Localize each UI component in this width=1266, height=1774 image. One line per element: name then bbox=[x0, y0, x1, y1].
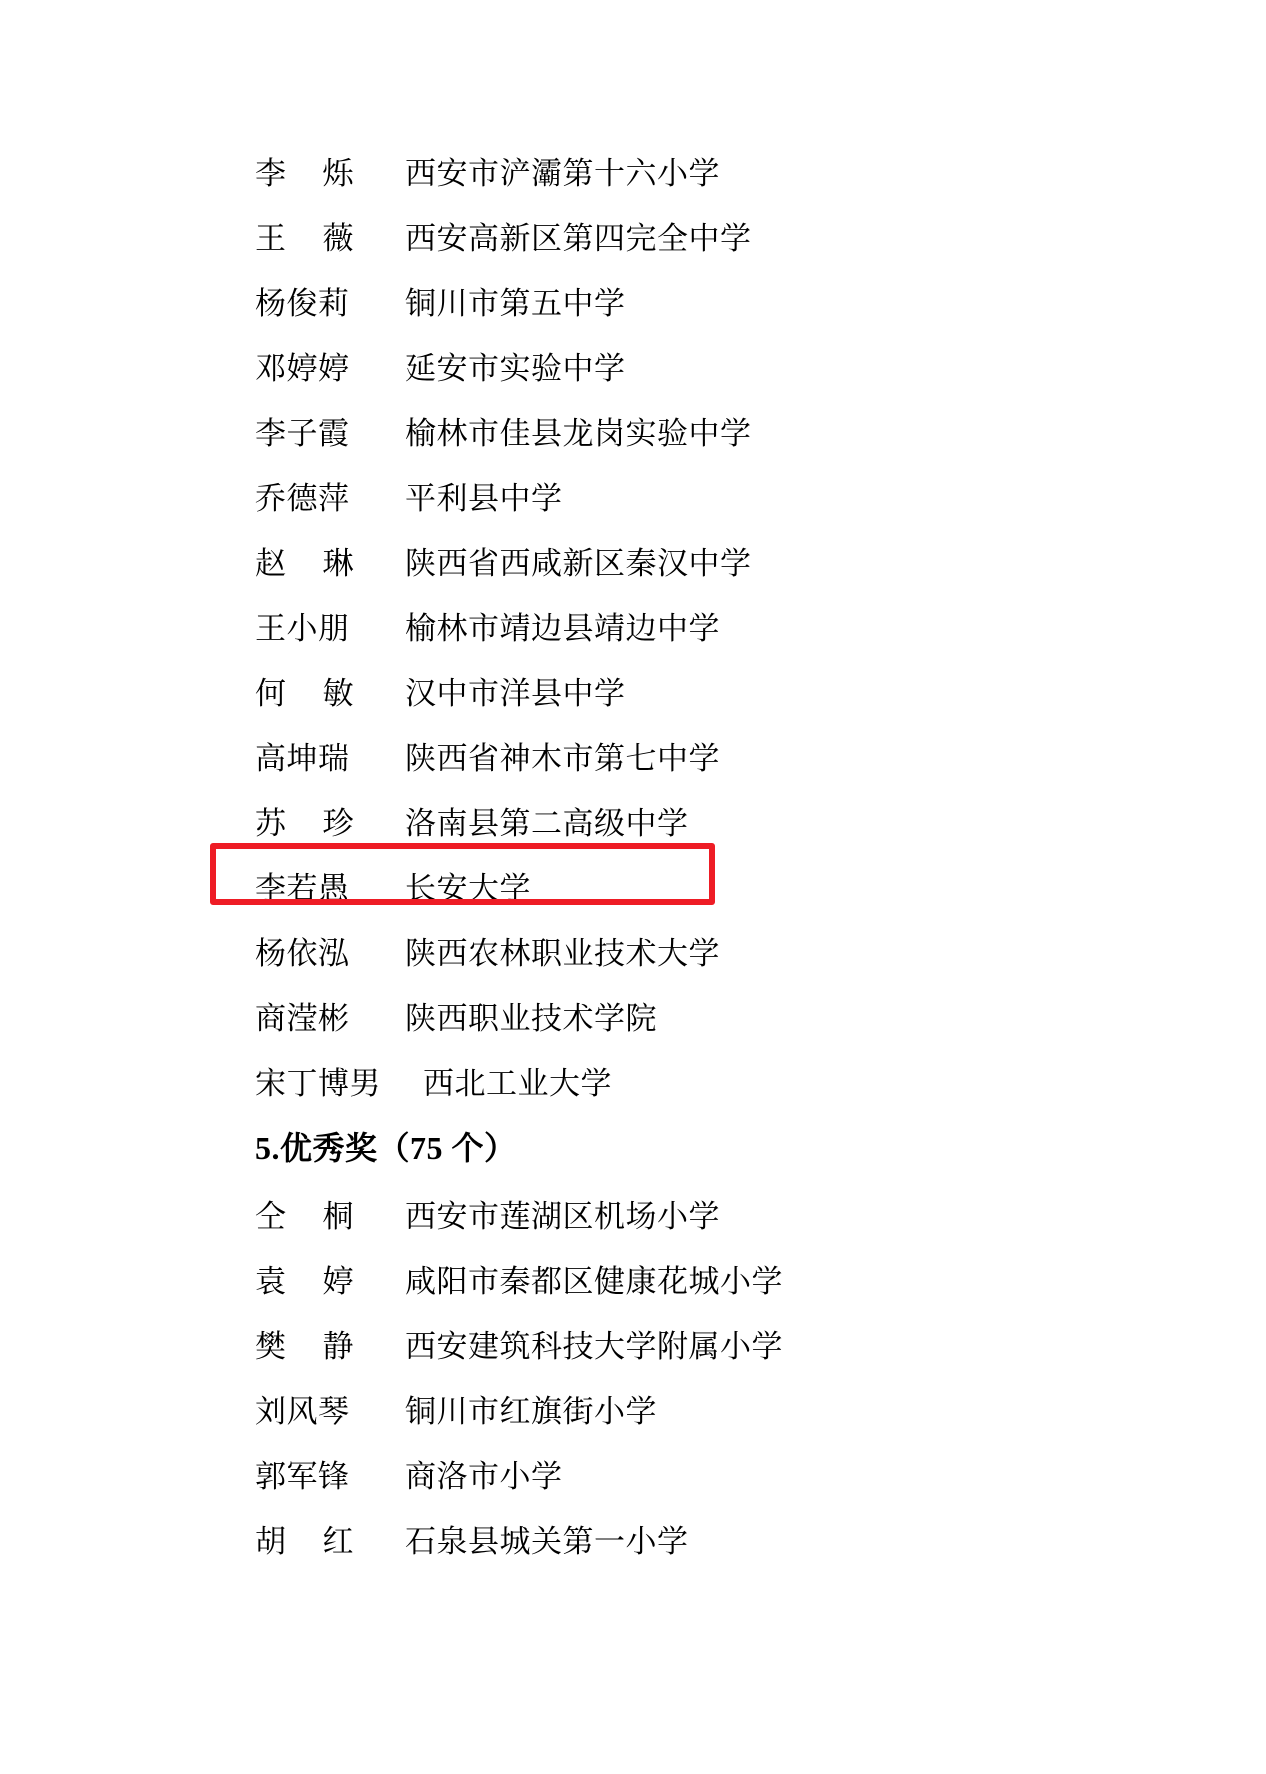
list-item bbox=[255, 1256, 1075, 1321]
person-name: 何 敏 bbox=[255, 676, 354, 711]
organization-name: 榆林市靖边县靖边中学 bbox=[405, 611, 720, 646]
organization-name: 长安大学 bbox=[405, 871, 531, 906]
person-name: 赵 琳 bbox=[255, 546, 354, 581]
list-item bbox=[255, 343, 1075, 408]
list-item-highlighted bbox=[255, 928, 1075, 993]
organization-name: 汉中市洋县中学 bbox=[405, 676, 626, 711]
list-item bbox=[255, 1191, 1075, 1256]
organization-name: 铜川市红旗街小学 bbox=[405, 1394, 657, 1429]
list-item bbox=[255, 993, 1075, 1058]
person-name: 李子霞 bbox=[255, 416, 350, 451]
list-item bbox=[255, 863, 1075, 928]
person-name: 杨俊莉 bbox=[255, 286, 350, 321]
person-name: 王小朋 bbox=[255, 611, 350, 646]
person-name: 杨依泓 bbox=[255, 936, 350, 971]
organization-name: 咸阳市秦都区健康花城小学 bbox=[405, 1264, 783, 1299]
organization-name: 陕西职业技术学院 bbox=[405, 1001, 657, 1036]
person-name: 胡 红 bbox=[255, 1524, 354, 1559]
list-item bbox=[255, 1386, 1075, 1451]
list-item bbox=[255, 1451, 1075, 1516]
list-item bbox=[255, 798, 1075, 863]
list-item bbox=[255, 1058, 1075, 1123]
list-item bbox=[255, 148, 1075, 213]
organization-name: 铜川市第五中学 bbox=[405, 286, 626, 321]
list-item bbox=[255, 213, 1075, 278]
organization-name: 商洛市小学 bbox=[405, 1459, 563, 1494]
person-name: 乔德萍 bbox=[255, 481, 350, 516]
list-item bbox=[255, 603, 1075, 668]
organization-name: 陕西省西咸新区秦汉中学 bbox=[405, 546, 752, 581]
list-item bbox=[255, 1516, 1075, 1581]
organization-name: 陕西省神木市第七中学 bbox=[405, 741, 720, 776]
person-name: 邓婷婷 bbox=[255, 351, 350, 386]
list-item bbox=[255, 733, 1075, 798]
section-number: 5. bbox=[255, 1130, 280, 1166]
list-item bbox=[255, 408, 1075, 473]
organization-name: 西北工业大学 bbox=[423, 1066, 612, 1101]
person-name: 李若愚 bbox=[255, 871, 350, 906]
list-item bbox=[255, 538, 1075, 603]
person-name: 郭军锋 bbox=[255, 1459, 350, 1494]
list-item bbox=[255, 278, 1075, 343]
person-name: 袁 婷 bbox=[255, 1264, 354, 1299]
organization-name: 西安建筑科技大学附属小学 bbox=[405, 1329, 783, 1364]
list-item bbox=[255, 1321, 1075, 1386]
organization-name: 平利县中学 bbox=[405, 481, 563, 516]
organization-name: 石泉县城关第一小学 bbox=[405, 1524, 689, 1559]
organization-name: 榆林市佳县龙岗实验中学 bbox=[405, 416, 752, 451]
organization-name: 陕西农林职业技术大学 bbox=[405, 936, 720, 971]
person-name: 李 烁 bbox=[255, 156, 354, 191]
award-name-list bbox=[255, 148, 1075, 1581]
section-title: 优秀奖 bbox=[280, 1130, 378, 1166]
organization-name: 西安市浐灞第十六小学 bbox=[405, 156, 720, 191]
person-name: 高坤瑞 bbox=[255, 741, 350, 776]
organization-name: 西安市莲湖区机场小学 bbox=[405, 1199, 720, 1234]
person-name: 商滢彬 bbox=[255, 1001, 350, 1036]
section-heading bbox=[255, 1123, 1075, 1191]
person-name: 仝 桐 bbox=[255, 1199, 354, 1234]
person-name: 苏 珍 bbox=[255, 806, 354, 841]
person-name: 宋丁博男 bbox=[255, 1066, 381, 1101]
organization-name: 西安高新区第四完全中学 bbox=[405, 221, 752, 256]
section-count: （75 个） bbox=[377, 1130, 517, 1166]
list-item bbox=[255, 668, 1075, 733]
person-name: 刘风琴 bbox=[255, 1394, 350, 1429]
organization-name: 洛南县第二高级中学 bbox=[405, 806, 689, 841]
person-name: 王 薇 bbox=[255, 221, 354, 256]
person-name: 樊 静 bbox=[255, 1329, 354, 1364]
list-item bbox=[255, 473, 1075, 538]
organization-name: 延安市实验中学 bbox=[405, 351, 626, 386]
